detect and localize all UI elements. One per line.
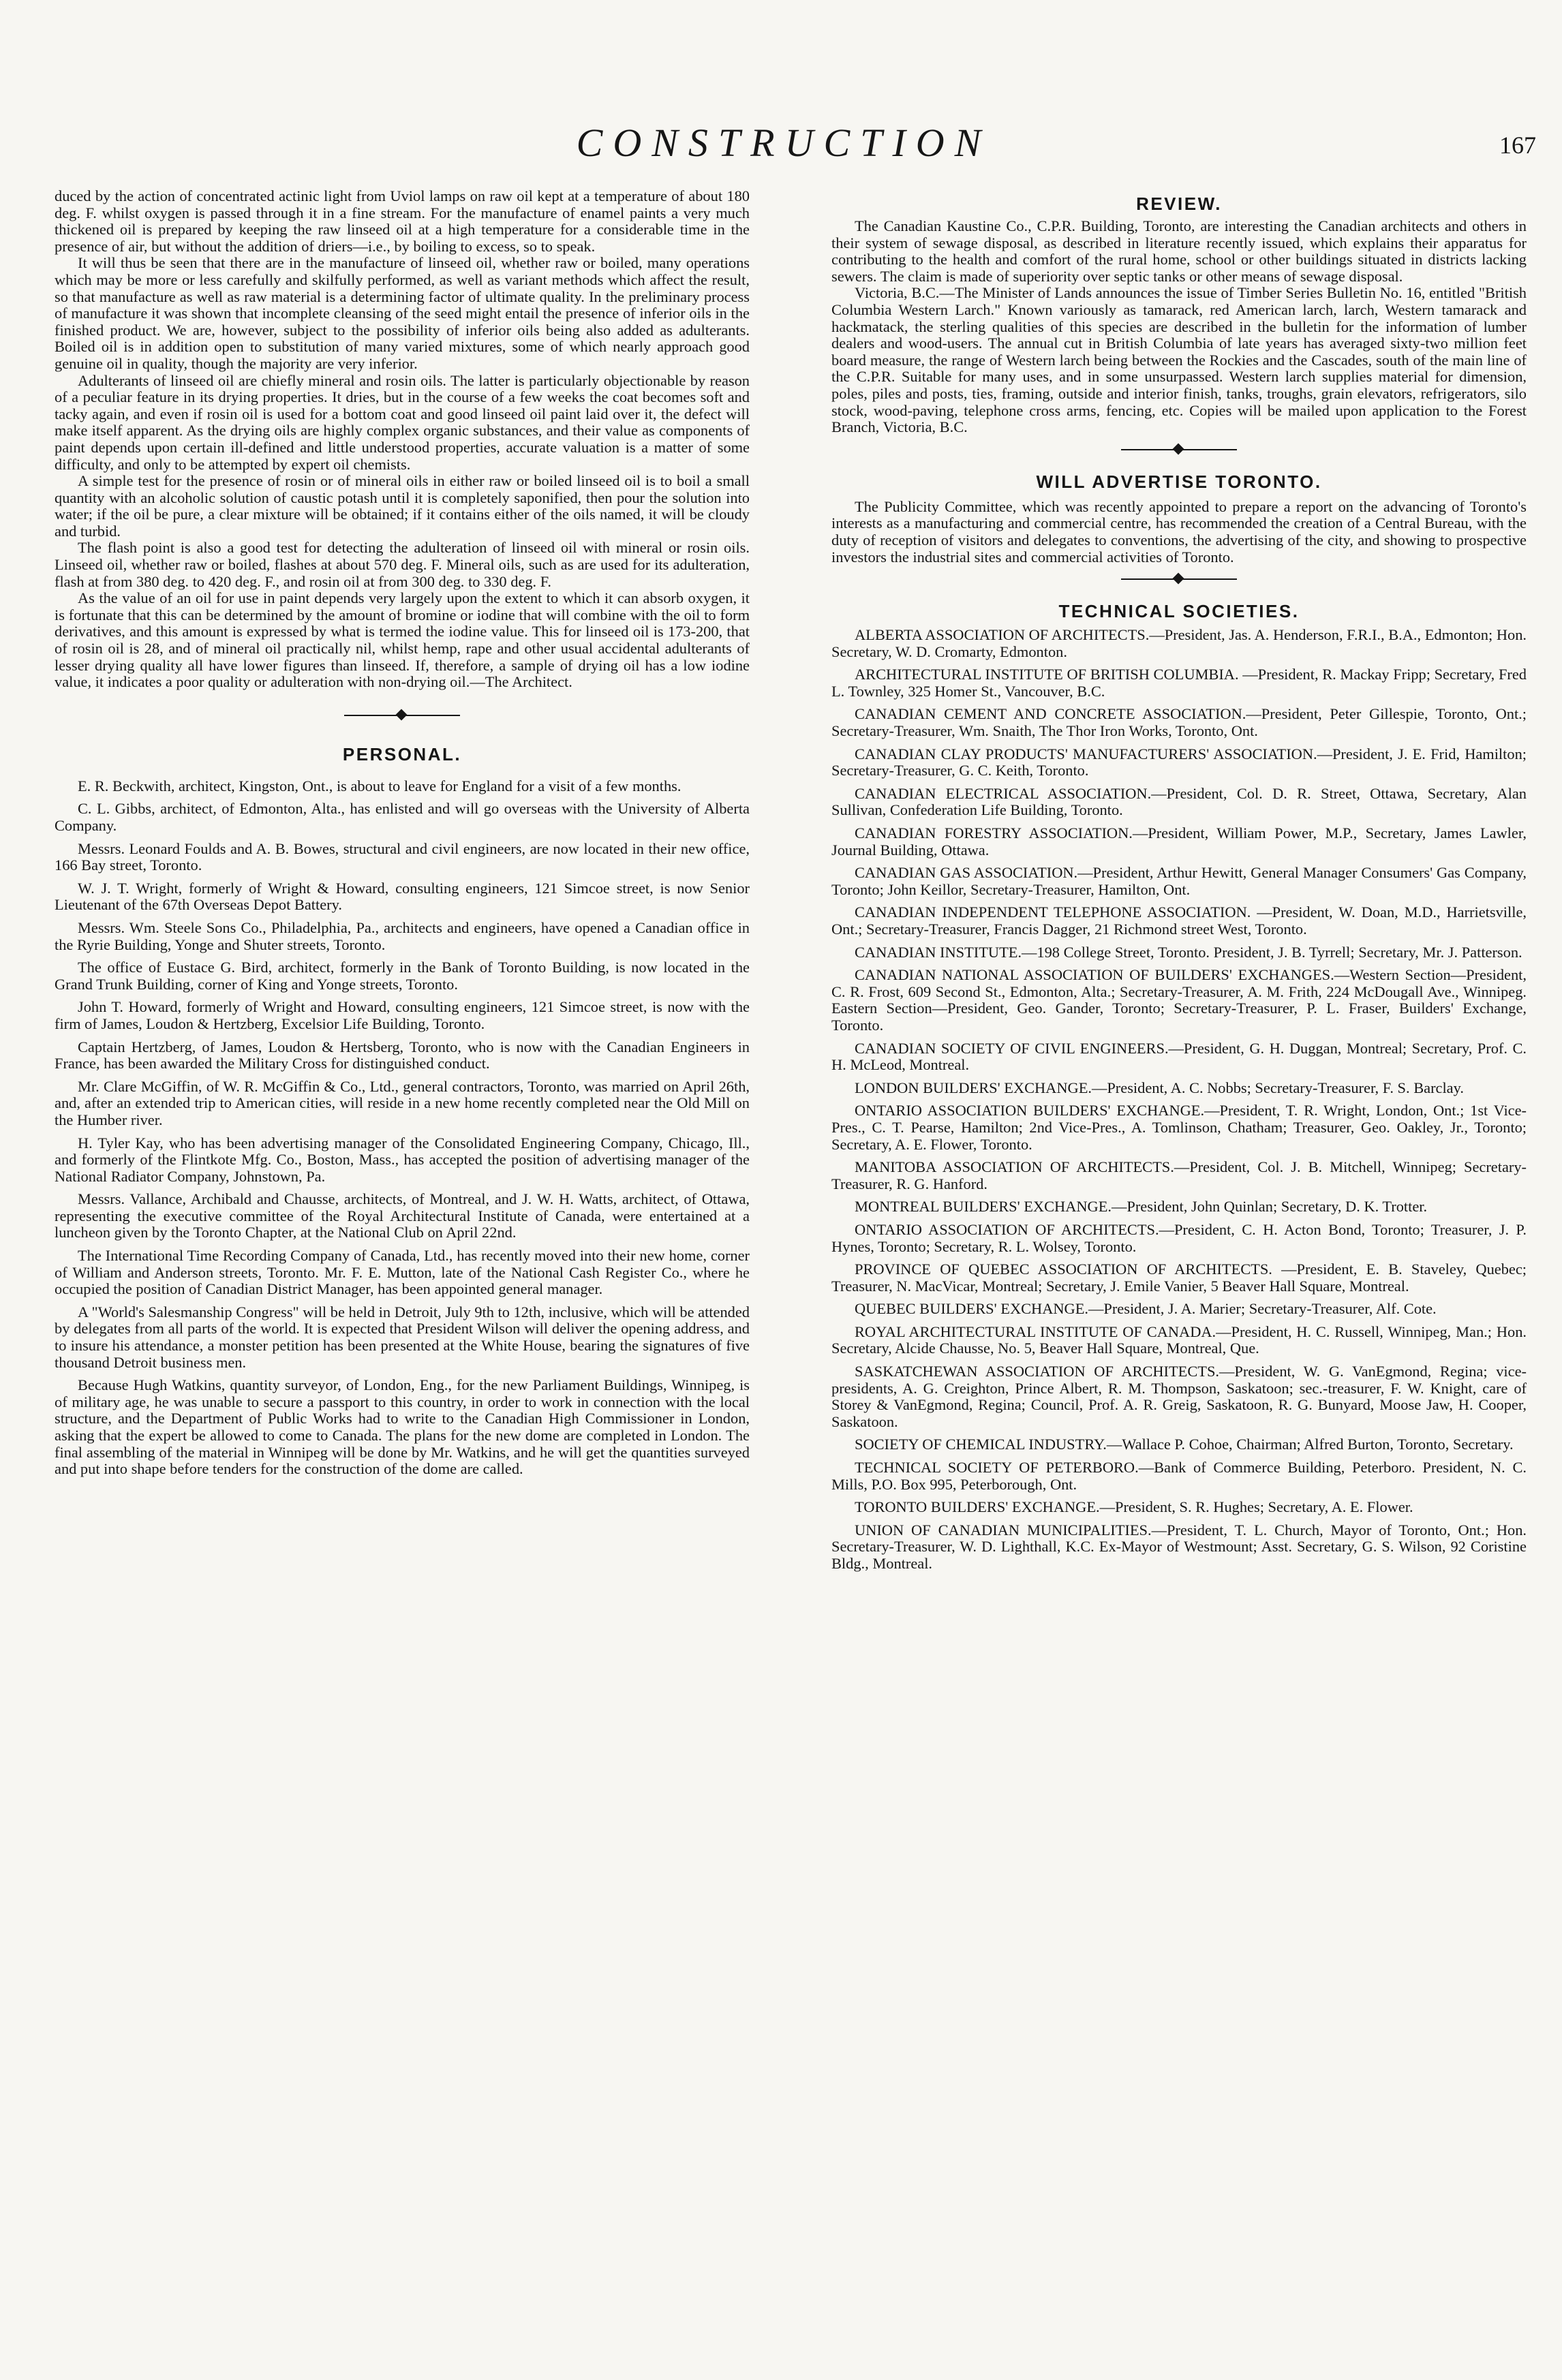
- society-entry: QUEBEC BUILDERS' EXCHANGE.—President, J. A. Marier; Secretary-Treasurer, Alf. Cote.: [855, 1300, 1437, 1318]
- personal-item: Messrs. Vallance, Archibald and Chausse, architects, of Montreal, and J. W. H. Watts, architect, of Ottawa, representing the executive committee of the Royal Architectural Institute of Canada, were entertained at a luncheon given by the Toronto Chapter, at the National Club on April 22nd.: [55, 1190, 750, 1241]
- personal-item: The office of Eustace G. Bird, architect, formerly in the Bank of Toronto Building, is now located in the Grand Trunk Building, corner of King and Yonge streets, Toronto.: [55, 959, 750, 993]
- section-divider: [1121, 443, 1237, 457]
- oils-article: [55, 188, 750, 691]
- personal-item: Messrs. Leonard Foulds and A. B. Bowes, structural and civil engineers, are now located in their new office, 166 Bay street, Toronto.: [55, 839, 750, 874]
- societies-list: [831, 627, 1527, 1573]
- society-entry: ONTARIO ASSOCIATION BUILDERS' EXCHANGE.—President, T. R. Wright, London, Ont.; 1st Vice-Pres., C. T. Pearse, Hamilton; 2nd Vice-Pres., A. Tomlinson, Chatham; Treasurer, Geo. Oakley, Jr., Toronto; Secretary, A. E. Flower, Toronto.: [831, 1102, 1527, 1153]
- review-section: [831, 218, 1527, 436]
- society-entry: CANADIAN INDEPENDENT TELEPHONE ASSOCIATION. —President, W. Doan, M.D., Harrietsville, Ont.; Secretary-Treasurer, Francis Dagger, 21 Richmond street West, Toronto.: [831, 903, 1527, 938]
- society-entry: CANADIAN GAS ASSOCIATION.—President, Arthur Hewitt, General Manager Consumers' Gas Company, Toronto; John Keillor, Secretary-Treasurer, Hamilton, Ont.: [831, 864, 1527, 898]
- society-entry: UNION OF CANADIAN MUNICIPALITIES.—President, T. L. Church, Mayor of Toronto, Ont.; Hon. Secretary-Treasurer, W. D. Lighthall, K.C. Ex-Mayor of Westmount; Asst. Secretary, G. S. Wilson, 92 Coristine Bldg., Montreal.: [831, 1521, 1527, 1572]
- article-paragraph: It will thus be seen that there are in the manufacture of linseed oil, whether raw or boiled, many operations which may be more or less carefully and skilfully performed, as well as variant methods which affect the result, so that manufacture as well as raw material is a determining factor of ultimate quality. In the preliminary process of manufacture it was shown that incomplete cleansing of the seed might entail the presence of inferior oils in the finished product. We are, however, subject to the possibility of inferior oils being also added as adulterants. Boiled oil is in addition open to substitution of many varied mixtures, some of which nearly approach good genuine oil in quality, though the majority are very inferior.: [55, 254, 750, 372]
- section-heading-will-advertise-toronto: WILL ADVERTISE TORONTO.: [1036, 471, 1322, 492]
- society-entry: ARCHITECTURAL INSTITUTE OF BRITISH COLUMBIA. —President, R. Mackay Fripp; Secretary, Fred L. Townley, 325 Homer St., Vancouver, B.C.: [831, 666, 1527, 700]
- personal-item: W. J. T. Wright, formerly of Wright & Howard, consulting engineers, 121 Simcoe street, is now Senior Lieutenant of the 67th Overseas Depot Battery.: [55, 879, 750, 914]
- section-heading-personal: PERSONAL.: [342, 743, 462, 764]
- section-divider: [344, 709, 460, 722]
- diamond-ornament-icon: [1173, 443, 1184, 454]
- article-paragraph: duced by the action of concentrated actinic light from Uviol lamps on raw oil kept at a temperature of about 180 deg. F. whilst oxygen is passed through it in a fine stream. For the manufacture of enamel paints a very much thickened oil is prepared by keeping the raw linseed oil at a high temperature for a considerable time in the presence of air, but without the addition of driers—i.e., by boiling to excess, so to speak.: [55, 188, 750, 255]
- society-entry: MONTREAL BUILDERS' EXCHANGE.—President, John Quinlan; Secretary, D. K. Trotter.: [855, 1198, 1428, 1216]
- society-entry: CANADIAN CLAY PRODUCTS' MANUFACTURERS' ASSOCIATION.—President, J. E. Frid, Hamilton; Secretary-Treasurer, G. C. Keith, Toronto.: [831, 745, 1527, 779]
- masthead: CONSTRUCTION: [576, 121, 992, 165]
- right-column: [831, 188, 1527, 2368]
- society-entry: ALBERTA ASSOCIATION OF ARCHITECTS.—President, Jas. A. Henderson, F.R.I., B.A., Edmonton; Hon. Secretary, W. D. Cromarty, Edmonton.: [831, 626, 1527, 660]
- advertise-paragraph: The Publicity Committee, which was recently appointed to prepare a report on the advancing of Toronto's interests as a manufacturing and commercial centre, has recommended the creation of a Central Bureau, with the duty of reception of visitors and delegates to conventions, the advertising of the city, and showing to prospective investors the industrial sites and commercial activities of Toronto.: [831, 497, 1527, 566]
- review-item: The Canadian Kaustine Co., C.P.R. Building, Toronto, are interesting the Canadian architects and others in their system of sewage disposal, as described in literature recently issued, which explains their apparatus for contributing to the health and comfort of the rural home, school or other buildings situated in districts lacking sewers. The claim is made of superiority over septic tanks or other means of sewage disposal.: [831, 217, 1527, 285]
- personal-item: H. Tyler Kay, who has been advertising manager of the Consolidated Engineering Company, Chicago, Ill., and formerly of the Flintkote Mfg. Co., Boston, Mass., has accepted the position of advertising manager of the National Radiator Company, Johnstown, Pa.: [55, 1134, 750, 1185]
- personal-item: C. L. Gibbs, architect, of Edmonton, Alta., has enlisted and will go overseas with the University of Alberta Company.: [55, 800, 750, 834]
- page-number: 167: [1499, 132, 1536, 159]
- personal-item: E. R. Beckwith, architect, Kingston, Ont., is about to leave for England for a visit of a few months.: [78, 777, 682, 794]
- society-entry: PROVINCE OF QUEBEC ASSOCIATION OF ARCHITECTS. —President, E. B. Staveley, Quebec; Treasurer, N. MacVicar, Montreal; Secretary, J. Emile Vanier, 5 Beaver Hall Square, Montreal.: [831, 1261, 1527, 1295]
- society-entry: TECHNICAL SOCIETY OF PETERBORO.—Bank of Commerce Building, Peterboro. President, N. C. Mills, P.O. Box 995, Peterborough, Ont.: [831, 1459, 1527, 1493]
- running-head: [0, 116, 1562, 184]
- left-column: [55, 188, 750, 2368]
- society-entry: CANADIAN INSTITUTE.—198 College Street, Toronto. President, J. B. Tyrrell; Secretary, Mr. J. Patterson.: [855, 943, 1522, 961]
- personal-item: Mr. Clare McGiffin, of W. R. McGiffin & Co., Ltd., general contractors, Toronto, was married on April 26th, and, after an extended trip to American cities, will reside in a new home recently completed near the Old Mill on the Humber river.: [55, 1077, 750, 1128]
- society-entry: CANADIAN NATIONAL ASSOCIATION OF BUILDERS' EXCHANGES.—Western Section—President, C. R. Frost, 609 Second St., Edmonton, Alta.; Secretary-Treasurer, A. M. Frith, 224 McDougall Ave., Winnipeg. Eastern Section—President, Geo. Gander, Toronto; Secretary-Treasurer, P. L. Fraser, Builders' Exchange, Toronto.: [831, 966, 1527, 1034]
- section-heading-review: REVIEW.: [1136, 194, 1222, 214]
- diamond-ornament-icon: [396, 709, 408, 720]
- personal-item: Because Hugh Watkins, quantity surveyor, of London, Eng., for the new Parliament Buildings, Winnipeg, is of military age, he was unable to secure a passport to this country, in order to work in connection with the local structure, and the Department of Public Works had to write to the Canadian High Commissioner in London, asking that the expert be allowed to come to Canada. The plans for the new dome are completed in London. The final assembling of the material in Winnipeg will be done by Mr. Watkins, and he will get the quantities surveyed and put into shape before tenders for the construction of the dome are called.: [55, 1376, 750, 1478]
- society-entry: LONDON BUILDERS' EXCHANGE.—President, A. C. Nobbs; Secretary-Treasurer, F. S. Barclay.: [855, 1079, 1464, 1096]
- society-entry: ROYAL ARCHITECTURAL INSTITUTE OF CANADA.—President, H. C. Russell, Winnipeg, Man.; Hon. Secretary, Alcide Chausse, No. 5, Beaver Hall Square, Montreal, Que.: [831, 1323, 1527, 1357]
- society-entry: CANADIAN FORESTRY ASSOCIATION.—President, William Power, M.P., Secretary, James Lawler, Journal Building, Ottawa.: [831, 824, 1527, 859]
- section-heading-technical-societies: TECHNICAL SOCIETIES.: [1058, 601, 1300, 622]
- article-paragraph: A simple test for the presence of rosin or of mineral oils in either raw or boiled linseed oil is to boil a small quantity with an alcoholic solution of caustic potash until it is completely saponified, then pour the solution into water; if the oil be pure, a clear mixture will be obtained; if it contains either of the oils named, it will be cloudy and turbid.: [55, 472, 750, 540]
- article-paragraph: The flash point is also a good test for detecting the adulteration of linseed oil with mineral or rosin oils. Linseed oil, whether raw or boiled, flashes at about 570 deg. F. Mineral oils, such as are used for its adulteration, flash at from 380 deg. to 420 deg. F., and rosin oil at from 300 deg. to 330 deg. F.: [55, 539, 750, 590]
- article-paragraph: Adulterants of linseed oil are chiefly mineral and rosin oils. The latter is particularly objectionable by reason of a peculiar feature in its drying properties. It dries, but in the course of a few weeks the coat becomes soft and tacky again, and even if rosin oil is used for a bottom coat and good linseed oil paint laid over it, the defect will make itself apparent. As the drying oils are highly complex organic substances, and their value as components of paint depends upon certain ill-defined and little understood properties, accurate valuation is a matter of some difficulty, and only to be attempted by expert oil chemists.: [55, 371, 750, 473]
- society-entry: CANADIAN SOCIETY OF CIVIL ENGINEERS.—President, G. H. Duggan, Montreal; Secretary, Prof. C. H. McLeod, Montreal.: [831, 1039, 1527, 1074]
- personal-section: [55, 778, 750, 1478]
- society-entry: SASKATCHEWAN ASSOCIATION OF ARCHITECTS.—President, W. G. VanEgmond, Regina; vice-presidents, A. G. Creighton, Prince Albert, R. M. Thompson, Saskatoon; sec.-treasurer, F. W. Knight, care of Storey & VanEgmond, Regina; Council, Prof. A. R. Greig, Saskatoon, R. G. Bunyard, Moose Jaw, H. Cooper, Saskatoon.: [831, 1363, 1527, 1430]
- personal-item: Messrs. Wm. Steele Sons Co., Philadelphia, Pa., architects and engineers, have opened a Canadian office in the Ryrie Building, Yonge and Shuter streets, Toronto.: [55, 918, 750, 953]
- personal-item: John T. Howard, formerly of Wright and Howard, consulting engineers, 121 Simcoe street, is now with the firm of James, Loudon & Hertzberg, Excelsior Life Building, Toronto.: [55, 998, 750, 1032]
- society-entry: MANITOBA ASSOCIATION OF ARCHITECTS.—President, Col. J. B. Mitchell, Winnipeg; Secretary-Treasurer, R. G. Hanford.: [831, 1158, 1527, 1192]
- section-divider: [1121, 572, 1237, 586]
- society-entry: SOCIETY OF CHEMICAL INDUSTRY.—Wallace P. Cohoe, Chairman; Alfred Burton, Toronto, Secretary.: [855, 1436, 1514, 1453]
- personal-item: The International Time Recording Company of Canada, Ltd., has recently moved into their new home, corner of William and Anderson streets, Toronto. Mr. F. E. Mutton, late of the National Cash Register Co., where he occupied the position of Canadian District Manager, has been appointed general manager.: [55, 1247, 750, 1298]
- diamond-ornament-icon: [1173, 573, 1184, 585]
- personal-item: A "World's Salesmanship Congress" will be held in Detroit, July 9th to 12th, inclusive, which will be attended by delegates from all parts of the world. It is expected that President Wilson will deliver the opening address, and to insure his attendance, a monster petition has been presented at the White House, bearing the signatures of five thousand Detroit business men.: [55, 1303, 750, 1371]
- society-entry: CANADIAN CEMENT AND CONCRETE ASSOCIATION.—President, Peter Gillespie, Toronto, Ont.; Secretary-Treasurer, Wm. Snaith, The Thor Iron Works, Toronto, Ont.: [831, 705, 1527, 740]
- review-item: Victoria, B.C.—The Minister of Lands announces the issue of Timber Series Bulletin No. 16, entitled "British Columbia Western Larch." Known variously as tamarack, red American larch, larch, Western tamarack and hackmatack, the sterling qualities of this species are described in the bulletin for the information of lumber dealers and wood-users. The annual cut in British Columbia of late years has averaged sixty-two million feet board measure, the range of Western larch being between the Rockies and the Cascades, south of the main line of the C.P.R. Suitable for many uses, and in some unsurpassed. Western larch supplies material for dimension, poles, piles and posts, ties, framing, outside and interior finish, tanks, troughs, grain elevators, refrigerators, silo stock, wood-paving, telephone cross arms, fencing, etc. Copies will be mailed upon application to the Forest Branch, Victoria, B.C.: [831, 284, 1527, 436]
- society-entry: TORONTO BUILDERS' EXCHANGE.—President, S. R. Hughes; Secretary, A. E. Flower.: [855, 1498, 1413, 1516]
- society-entry: ONTARIO ASSOCIATION OF ARCHITECTS.—President, C. H. Acton Bond, Toronto; Treasurer, J. P. Hynes, Toronto; Secretary, R. L. Wolsey, Toronto.: [831, 1220, 1527, 1255]
- personal-item: Captain Hertzberg, of James, Loudon & Hertsberg, Toronto, who is now with the Canadian Engineers in France, has been awarded the Military Cross for distinguished conduct.: [55, 1038, 750, 1072]
- society-entry: CANADIAN ELECTRICAL ASSOCIATION.—President, Col. D. R. Street, Ottawa, Secretary, Alan Sullivan, Confederation Life Building, Toronto.: [831, 784, 1527, 819]
- article-paragraph: As the value of an oil for use in paint depends very largely upon the extent to which it can absorb oxygen, it is fortunate that this can be determined by the amount of bromine or iodine that will combine with the oil to form derivatives, and this amount is expressed by what is termed the iodine value. This for linseed oil is 173-200, that of rosin oil is 28, and of mineral oil practically nil, whilst hemp, rape and other usual accidental adulterants of lesser drying quality all have lower figures than linseed. If, therefore, a sample of drying oil has a low iodine value, it indicates a poor quality or adulteration with non-drying oil.—The Architect.: [55, 589, 750, 691]
